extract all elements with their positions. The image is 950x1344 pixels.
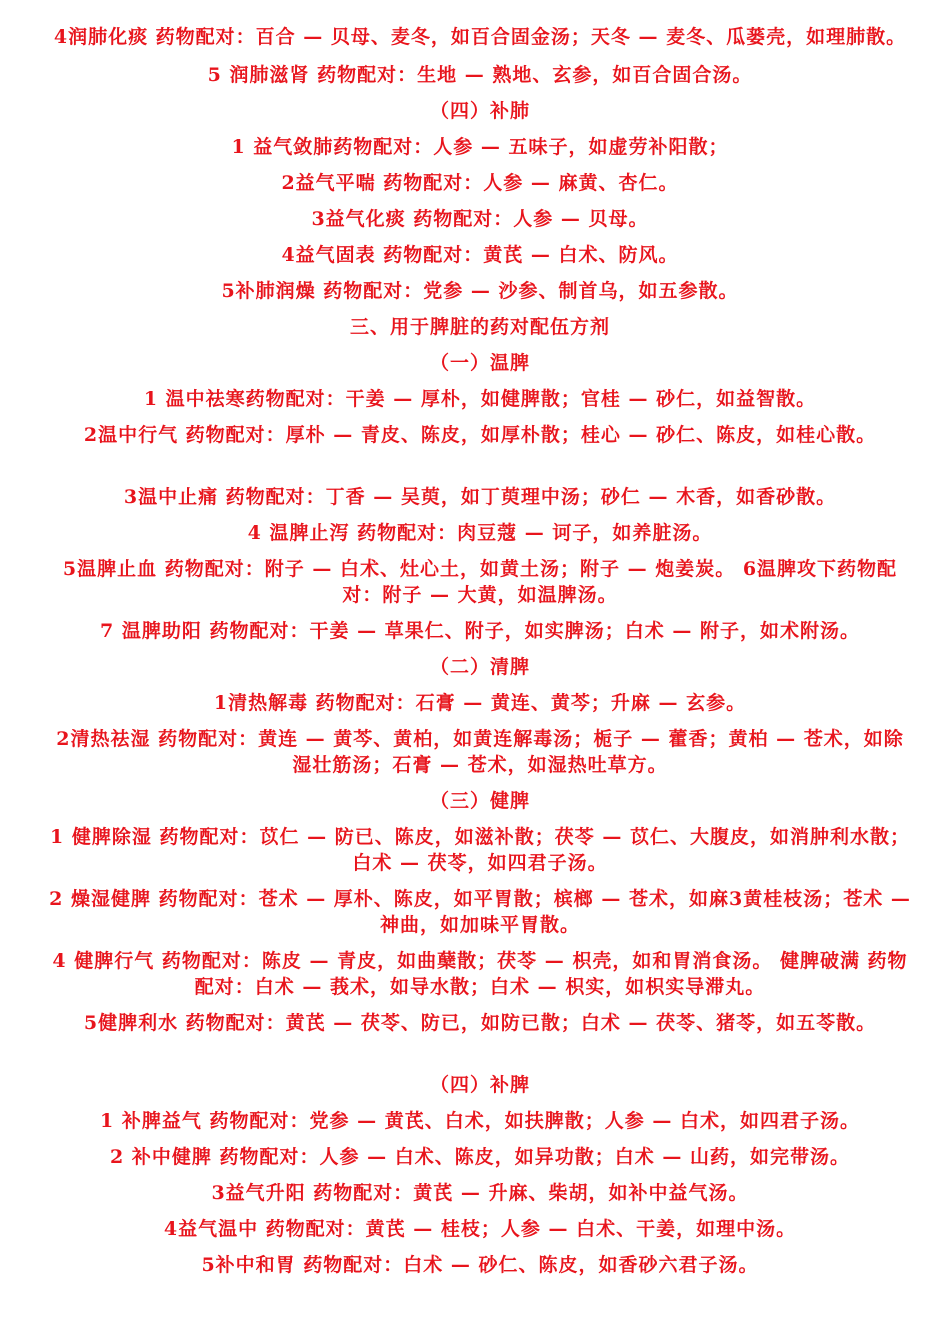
- text-line-bu-fei-2: 2益气平喘 药物配对：人参 — 麻黄、杏仁。: [281, 172, 679, 194]
- text-line-bu-pi-1: 1 补脾益气 药物配对：党参 — 黄芪、白术，如扶脾散；人参 — 白术，如四君子汤。: [100, 1110, 860, 1132]
- text-line-jian-pi-5: 5健脾利水 药物配对：黄芪 — 茯苓、防已，如防已散；白术 — 茯苓、猪苓，如五苓散。: [83, 1012, 877, 1034]
- text-line-bu-fei-3: 3益气化痰 药物配对：人参 — 贝母。: [311, 208, 649, 230]
- text-line-jian-pi-2: 2 燥湿健脾 药物配对：苍术 — 厚朴、陈皮，如平胃散；槟榔 — 苍术，如麻3黄桂枝汤；苍术 — 神曲，如加味平胃散。: [49, 888, 911, 936]
- text-line-bu-pi-3: 3益气升阳 药物配对：黄芪 — 升麻、柴胡，如补中益气汤。: [211, 1182, 749, 1204]
- document-page: [48, 24, 912, 1278]
- text-line-wen-pi-3: 3温中止痛 药物配对：丁香 — 吴萸，如丁萸理中汤；砂仁 — 木香，如香砂散。: [123, 486, 837, 508]
- text-line-bu-pi-5: 5补中和胃 药物配对：白术 — 砂仁、陈皮，如香砂六君子汤。: [201, 1254, 759, 1276]
- text-line-bu-fei-4: 4益气固表 药物配对：黄芪 — 白术、防风。: [281, 244, 679, 266]
- text-line-wen-pi-5-6: 5温脾止血 药物配对：附子 — 白术、灶心土，如黄土汤；附子 — 炮姜炭。 6温脾攻下药物配对：附子 — 大黄，如温脾汤。: [62, 558, 898, 606]
- text-line-jian-pi-1: 1 健脾除湿 药物配对：苡仁 — 防已、陈皮，如滋补散；茯苓 — 苡仁、大腹皮，如消肿利水散；白术 — 茯苓，如四君子汤。: [50, 826, 910, 874]
- text-line-5: 5 润肺滋肾 药物配对：生地 — 熟地、玄参，如百合固合汤。: [207, 64, 753, 86]
- text-line-bu-pi-2: 2 补中健脾 药物配对：人参 — 白术、陈皮，如异功散；白术 — 山药，如完带汤。: [110, 1146, 850, 1168]
- text-line-4: 4润肺化痰 药物配对：百合 — 贝母、麦冬，如百合固金汤；天冬 — 麦冬、瓜蒌壳，如理肺散。: [53, 26, 907, 48]
- section-heading-qing-pi: （二）清脾: [429, 656, 530, 678]
- text-line-wen-pi-4: 4 温脾止泻 药物配对：肉豆蔻 — 诃子，如养脏汤。: [247, 522, 713, 544]
- chapter-heading-pi: 三、用于脾脏的药对配伍方剂: [349, 316, 610, 338]
- text-line-bu-fei-1: 1 益气敛肺药物配对：人参 — 五味子，如虚劳补阳散；: [231, 136, 729, 158]
- text-line-bu-fei-5: 5补肺润燥 药物配对：党参 — 沙参、制首乌，如五参散。: [221, 280, 739, 302]
- section-heading-bu-fei: （四）补肺: [429, 100, 530, 122]
- text-line-wen-pi-1: 1 温中祛寒药物配对：干姜 — 厚朴，如健脾散；官桂 — 砂仁，如益智散。: [143, 388, 817, 410]
- text-line-bu-pi-4: 4益气温中 药物配对：黄芪 — 桂枝；人参 — 白术、干姜，如理中汤。: [163, 1218, 797, 1240]
- text-line-jian-pi-4: 4 健脾行气 药物配对：陈皮 — 青皮，如曲蘖散；茯苓 — 枳壳，如和胃消食汤。 健脾破满 药物配对：白术 — 莪术，如导水散；白术 — 枳实，如枳实导滞丸。: [52, 950, 908, 998]
- text-line-wen-pi-2: 2温中行气 药物配对：厚朴 — 青皮、陈皮，如厚朴散；桂心 — 砂仁、陈皮，如桂心散。: [83, 424, 877, 446]
- section-heading-bu-pi: （四）补脾: [429, 1074, 530, 1096]
- text-line-qing-pi-1: 1清热解毒 药物配对：石膏 — 黄连、黄芩；升麻 — 玄参。: [213, 692, 747, 714]
- section-heading-wen-pi: （一）温脾: [429, 352, 530, 374]
- text-line-qing-pi-2: 2清热祛湿 药物配对：黄连 — 黄芩、黄柏，如黄连解毒汤；栀子 — 藿香；黄柏 — 苍术，如除湿壮筋汤；石膏 — 苍术，如湿热吐草方。: [56, 728, 904, 776]
- text-line-wen-pi-7: 7 温脾助阳 药物配对：干姜 — 草果仁、附子，如实脾汤；白术 — 附子，如术附汤。: [100, 620, 860, 642]
- section-heading-jian-pi: （三）健脾: [429, 790, 530, 812]
